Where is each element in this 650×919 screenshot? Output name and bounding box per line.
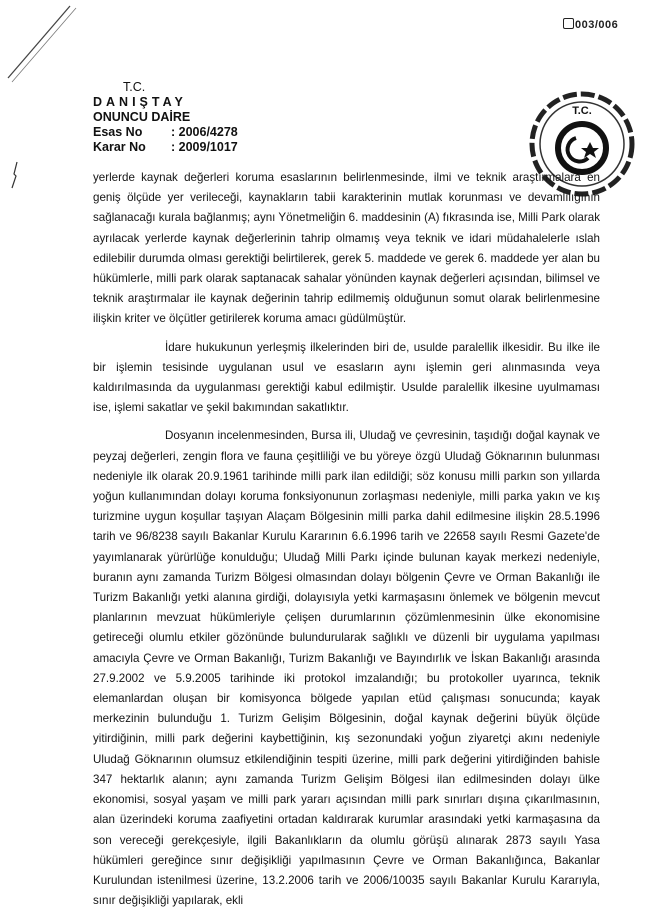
esas-label: Esas No (93, 125, 143, 139)
esas-value: : 2006/4278 (171, 125, 238, 139)
paragraph-1: yerlerde kaynak değerleri koruma esaslarının belirlenmesinde, ilmi ve teknik araştırmalara en geniş ölçüde yer verileceği, kaynakların tabii karakterinin mutlak korunması ve devamlılığının sağlanacağı kurala bağlanmış; aynı Yönetmeliğin 6. maddesinin (A) fıkrasında ise, Milli Park olarak ayrılacak yerlerde kaynak değerlerinin tahrip olmamış veya teknik ve idari müdahalelerle ıslah edilebilir durumda olması gerektiği belirtilerek, gerek 5. maddede ve gerek 6. maddede yer alan bu hükümlerle, milli park olarak saptanacak sahalar yönünden kaynak değerleri açısından, bilimsel ve teknik araştırmalar ile kaynak değerinin tahrip edilmemiş olduğunun somut olarak belirlenmesine ilişkin kriter ve ölçütler getirilerek koruma amacı güdülmüştür. (93, 171, 600, 326)
fax-icon (563, 18, 574, 29)
paragraph-3: Dosyanın incelenmesinden, Bursa ili, Uludağ ve çevresinin, taşıdığı doğal kaynak ve peyzaj değerleri, zengin flora ve fauna çeşitliliği ve bu yöreye özgü Uludağ Göknarının bulunması nedeniyle ilk olarak 20.9.1961 tarihinde milli park ilan edildiği; söz konusu milli parkın son yıllarda yoğun kullanımından dolayı koruma fonksiyonunun zorlaşması nedeniyle, milli parka yakın ve kış turizmine uygun koşullar taşıyan Alaçam Bölgesinin milli parka dahil edilmesine ilişkin 28.5.1996 tarih ve 96/8238 sayılı Bakanlar Kurulu Kararının 6.6.1996 tarih ve 22658 sayılı Resmi Gazete'de yayımlanarak yürürlüğe konulduğu; Uludağ Milli Parkı içinde bulunan kayak merkezi nedeniyle, buranın aynı zamanda Turizm Bölgesi olmasından dolayı bölgenin Çevre ve Orman Bakanlığı ile Turizm Bakanlığı yetki alanına girdiği, dolayısıyla yetki karmaşasını önlemek ve bölgenin mevcut planlarının mevzuat hükümleriyle çelişen durumlarının çözümlenmesinin ülke ekonomisine getireceği olumlu etkiler gözönünde bulundurularak sağlıklı ve düzenli bir uygulama yapılması amacıyla Çevre ve Orman Bakanlığı, Turizm Bakanlığı ve Bayındırlık ve İskan Bakanlığı arasında 27.9.2002 ve 5.9.2005 tarihinde iki protokol imzalandığı; bu protokoller uyarınca, teknik elemanlardan oluşan bir komisyonca bölgede yapılan etüd çalışması sonucunda; kayak merkezinin bulunduğu 1. Turizm Gelişim Bölgesinin, doğal kaynak değerini büyük ölçüde yitirdiğinin, milli park değerini kaybettiğinin, kış sezonundaki yoğun ziyaretçi akını nedeniyle Uludağ Göknarının olumsuz etkilendiğinin tespiti üzerine, milli park değerini yitirdiğinden bahisle 347 hektarlık alanın; aynı zamanda Turizm Gelişim Bölgesi ilan edilmesinden dolayı ülke ekonomisi, sosyal yaşam ve milli park yararı açısından milli park sınırları dışına çıkarılmasının, alan üzerindeki koruma zaafiyetini ortadan kaldırarak kurumlar arasındaki yetki karmaşasına da son vereceği gerekçesiyle, ilgili Bakanlıkların da olumlu görüşü alınarak 2873 sayılı Yasa hükümleri gereğince sınır değişikliği yapılmasının Çevre ve Orman Bakanlığınca, Bakanlar Kurulundan istenilmesi üzerine, 13.2.2006 tarih ve 2006/10035 sayılı Bakanlar Kurulu Kararıyla, sınır değişikliği yapılarak, ekli (93, 429, 600, 908)
header-chamber: ONUNCU DAİRE (93, 110, 191, 124)
svg-text:T.C.: T.C. (572, 105, 592, 117)
page-number (563, 18, 618, 31)
karar-value: : 2009/1017 (171, 140, 238, 154)
header-tc: T.C. (123, 80, 146, 94)
document-body (93, 168, 600, 919)
esas-row (93, 125, 238, 140)
document-header (93, 80, 238, 155)
header-court: DANIŞTAY (93, 95, 187, 109)
fax-scan-mark (0, 0, 90, 90)
page-number-text: 003/006 (575, 19, 619, 31)
paragraph-2: İdare hukukunun yerleşmiş ilkelerinden biri de, usulde paralellik ilkesidir. Bu ilke ile bir işlemin tesisinde uygulanan usul ve esasların aynı işlemin geri alınmasında veya kaldırılmasında da uygulanması gerektiği kabul edilmiştir. Usulde paralellik ilkesine uyulmaması ise, işlemi sakatlar ve şekil bakımından sakatlıktır. (93, 340, 600, 415)
margin-scribble (8, 160, 22, 190)
karar-row (93, 140, 238, 155)
karar-label: Karar No (93, 140, 146, 154)
